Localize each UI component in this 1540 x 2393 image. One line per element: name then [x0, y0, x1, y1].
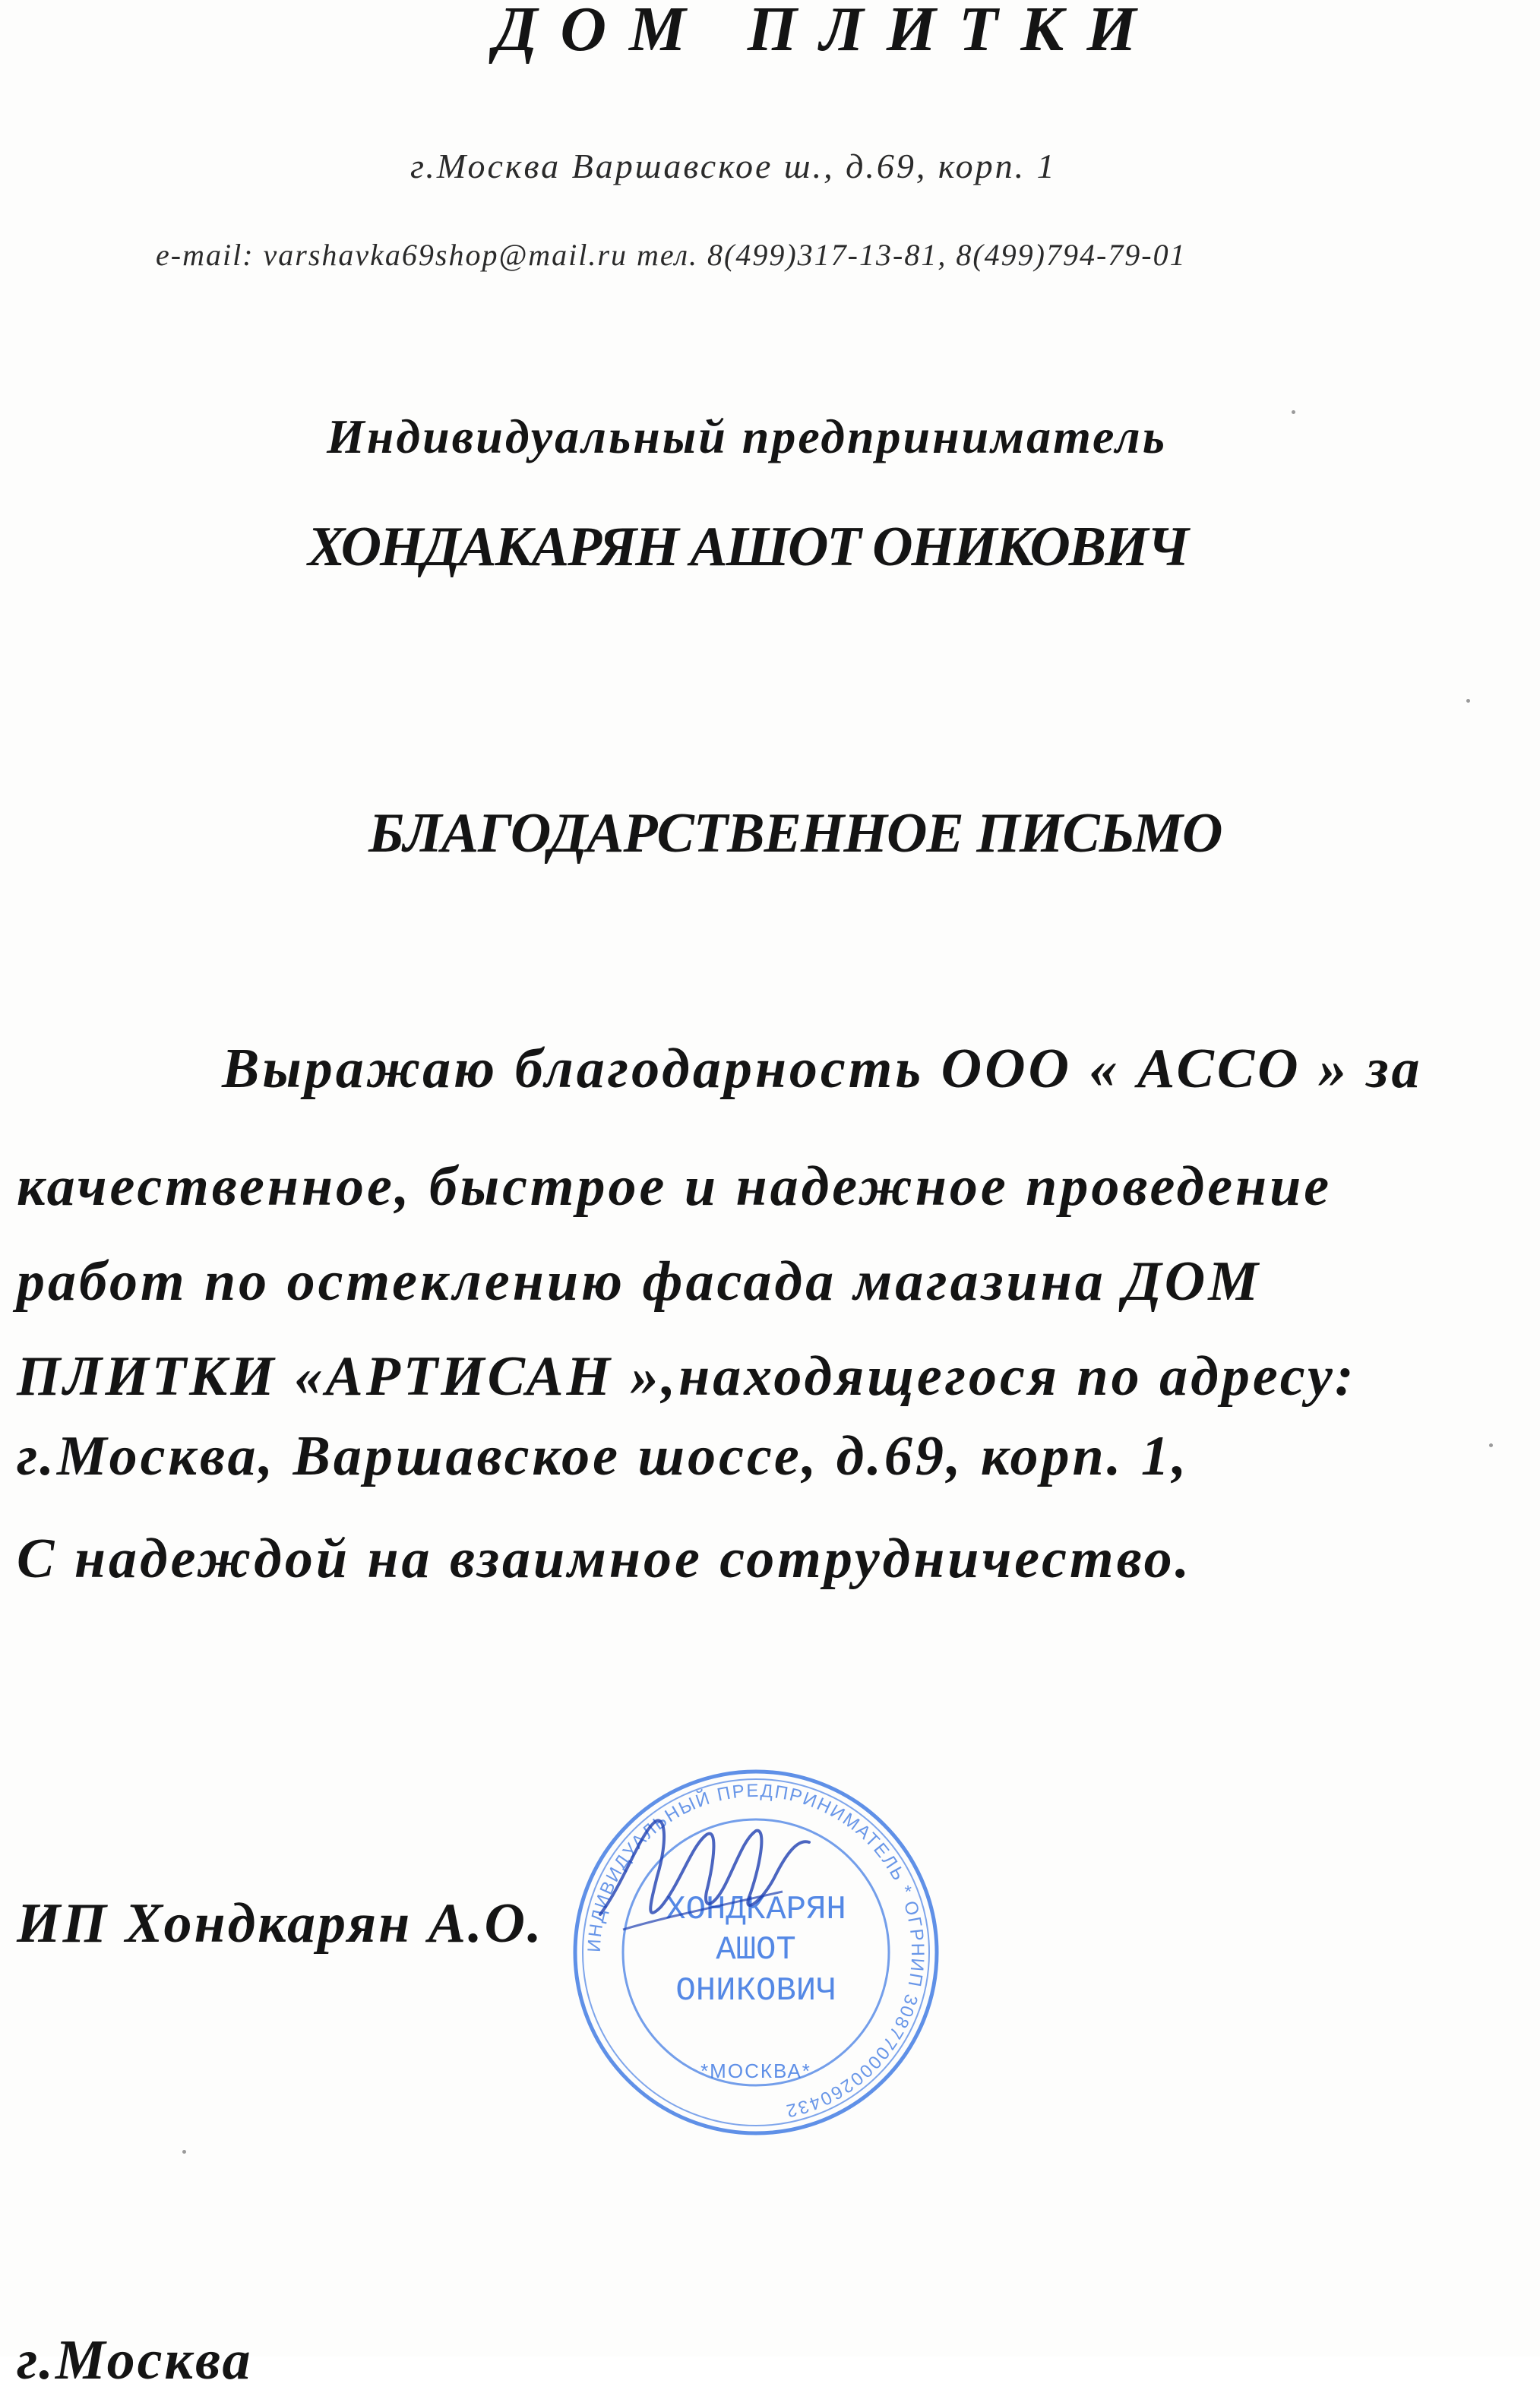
body-line: ПЛИТКИ «АРТИСАН »,находящегося по адресу: — [17, 1345, 1357, 1408]
letterhead-contacts: e-mail: varshavka69shop@mail.ru тел. 8(499)317-13-81, 8(499)794-79-01 — [156, 238, 1187, 272]
stamp-bottom-text: *МОСКВА* — [700, 2059, 811, 2082]
letterhead-brand: ДОМ ПЛИТКИ — [494, 0, 1159, 65]
letterhead-address: г.Москва Варшавское ш., д.69, корп. 1 — [410, 147, 1057, 185]
document-title: БЛАГОДАРСТВЕННОЕ ПИСЬМО — [368, 802, 1222, 865]
stamp-line-3: ОНИКОВИЧ — [675, 1972, 836, 2010]
scan-speck — [1292, 410, 1295, 414]
body-line: г.Москва, Варшавское шоссе, д.69, корп. 1, — [17, 1425, 1190, 1487]
signatory-name: ИП Хондкарян А.О. — [17, 1892, 544, 1955]
closing-line: С надеждой на взаимное сотрудничество. — [17, 1528, 1193, 1590]
sender-role: Индивидуальный предприниматель — [327, 409, 1167, 463]
scan-speck — [1466, 699, 1470, 703]
sender-name: ХОНДАКАРЯН АШОТ ОНИКОВИЧ — [308, 516, 1188, 578]
body-line: качественное, быстрое и надежное проведение — [17, 1155, 1333, 1218]
body-line: работ по остеклению фасада магазина ДОМ — [17, 1250, 1262, 1313]
stamp-line-1: ХОНДКАРЯН — [666, 1891, 846, 1929]
stamp-ring-text: ИНДИВИДУАЛЬНЫЙ ПРЕДПРИНИМАТЕЛЬ * ОГРНИП 308770000260432 — [583, 1780, 928, 2122]
handwritten-signature — [593, 1793, 821, 1960]
stamp-line-2: АШОТ — [716, 1931, 796, 1969]
scan-speck — [1489, 1443, 1493, 1447]
scan-speck — [182, 2150, 186, 2154]
footer-city: г.Москва — [17, 2329, 253, 2391]
body-line: Выражаю благодарность ООО « АССО » за — [222, 1038, 1423, 1100]
